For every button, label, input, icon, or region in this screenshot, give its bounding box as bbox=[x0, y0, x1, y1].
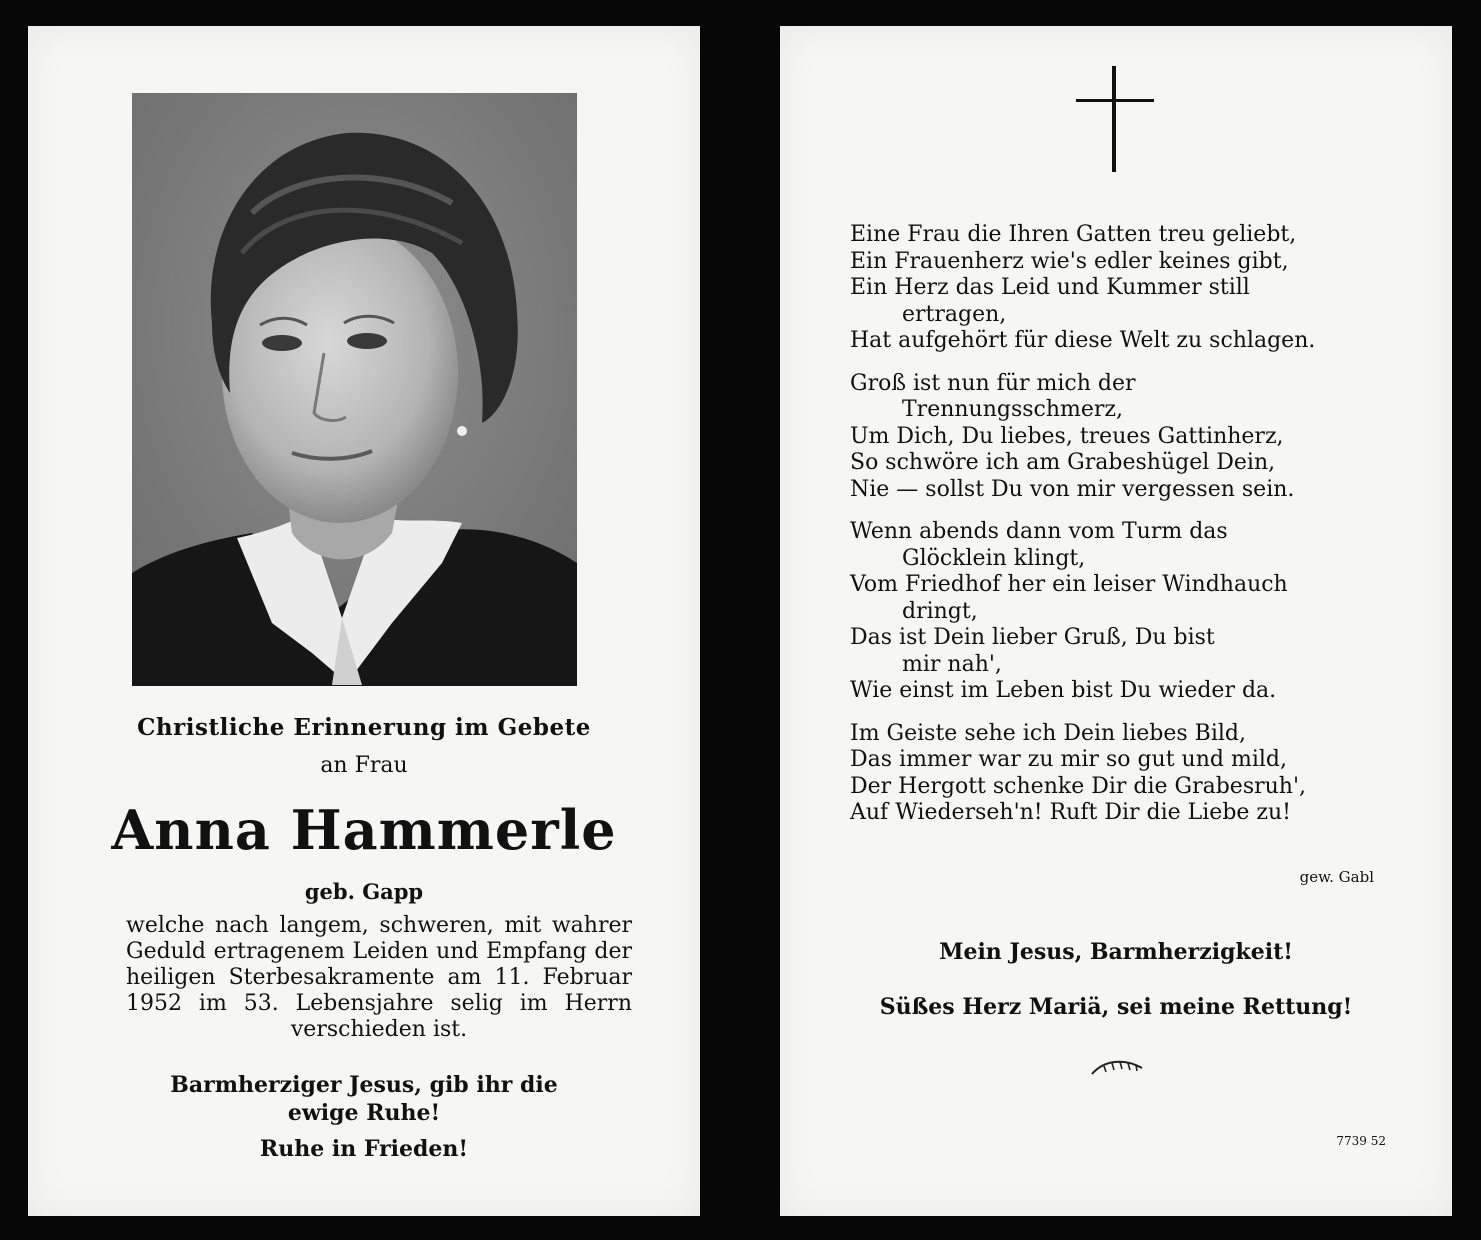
closing-prayer-1: Mein Jesus, Barmherzigkeit! bbox=[939, 939, 1293, 965]
right-card bbox=[780, 26, 1452, 1216]
poem-line: Ein Herz das Leid und Kummer still bbox=[850, 275, 1250, 300]
poem-line: mir nah', bbox=[902, 651, 1002, 677]
poem-line: Glöcklein klingt, bbox=[902, 545, 1086, 571]
poem-line: Das ist Dein lieber Gruß, Du bist bbox=[850, 625, 1215, 650]
poem-line: Das immer war zu mir so gut und mild, bbox=[850, 747, 1287, 772]
prayer-text: Barmherziger Jesus, gib ihr die ewige Ruhe! bbox=[170, 1072, 558, 1126]
poem-line: dringt, bbox=[902, 598, 978, 624]
poem-line: Groß ist nun für mich der bbox=[850, 370, 1136, 396]
poem-stanza-4 bbox=[850, 721, 1430, 827]
poem-line: So schwöre ich am Grabeshügel Dein, bbox=[850, 450, 1276, 475]
poem-line: Wie einst im Leben bist Du wieder da. bbox=[850, 678, 1277, 703]
poem-line: Nie — sollst Du von mir vergessen sein. bbox=[850, 476, 1295, 502]
poem-line: Um Dich, Du liebes, treues Gattinherz, bbox=[850, 423, 1284, 449]
poem-line: ertragen, bbox=[902, 301, 1007, 327]
rest-in-peace: Ruhe in Frieden! bbox=[259, 1136, 469, 1162]
poem-stanza-3 bbox=[850, 519, 1430, 705]
closing-prayer-2: Süßes Herz Mariä, sei meine Rettung! bbox=[879, 994, 1353, 1020]
poem bbox=[850, 222, 1430, 843]
poem-line: Vom Friedhof her ein leiser Windhauch bbox=[850, 572, 1288, 597]
poem-line: Eine Frau die Ihren Gatten treu geliebt, bbox=[850, 222, 1297, 247]
obituary-text: welche nach langem, schweren, mit wahrer Geduld ertragenem Leiden und Empfang der heiligen Sterbesakramente am 11. Februar 1952 im 53. Lebensjahre selig im Herrn verschieden ist. bbox=[126, 913, 632, 1042]
poem-line: Trennungsschmerz, bbox=[902, 397, 1124, 422]
poem-stanza-2 bbox=[850, 371, 1430, 504]
cross-icon-bar bbox=[1076, 99, 1154, 102]
recipient-title: an Frau bbox=[320, 753, 408, 778]
poem-line: Ein Frauenherz wie's edler keines gibt, bbox=[850, 248, 1289, 274]
leaf-ornament-icon bbox=[1090, 1056, 1146, 1078]
portrait-photo bbox=[132, 93, 577, 686]
poem-line: Auf Wiederseh'n! Ruft Dir die Liebe zu! bbox=[850, 800, 1292, 825]
portrait-illustration bbox=[132, 93, 577, 686]
left-card bbox=[28, 26, 700, 1216]
cross-icon bbox=[1112, 66, 1116, 172]
maiden-name: geb. Gapp bbox=[304, 879, 424, 904]
memorial-heading: Christliche Erinnerung im Gebete bbox=[137, 714, 591, 741]
poem-line: Wenn abends dann vom Turm das bbox=[850, 519, 1228, 544]
poem-line: Hat aufgehört für diese Welt zu schlagen. bbox=[850, 328, 1316, 353]
poem-line: Im Geiste sehe ich Dein liebes Bild, bbox=[850, 720, 1246, 746]
poem-line: Der Hergott schenke Dir die Grabesruh', bbox=[850, 773, 1307, 799]
poem-stanza-1 bbox=[850, 222, 1430, 355]
poem-credit: gew. Gabl bbox=[1299, 868, 1374, 886]
deceased-name: Anna Hammerle bbox=[111, 798, 617, 862]
print-number: 7739 52 bbox=[1336, 1134, 1386, 1148]
